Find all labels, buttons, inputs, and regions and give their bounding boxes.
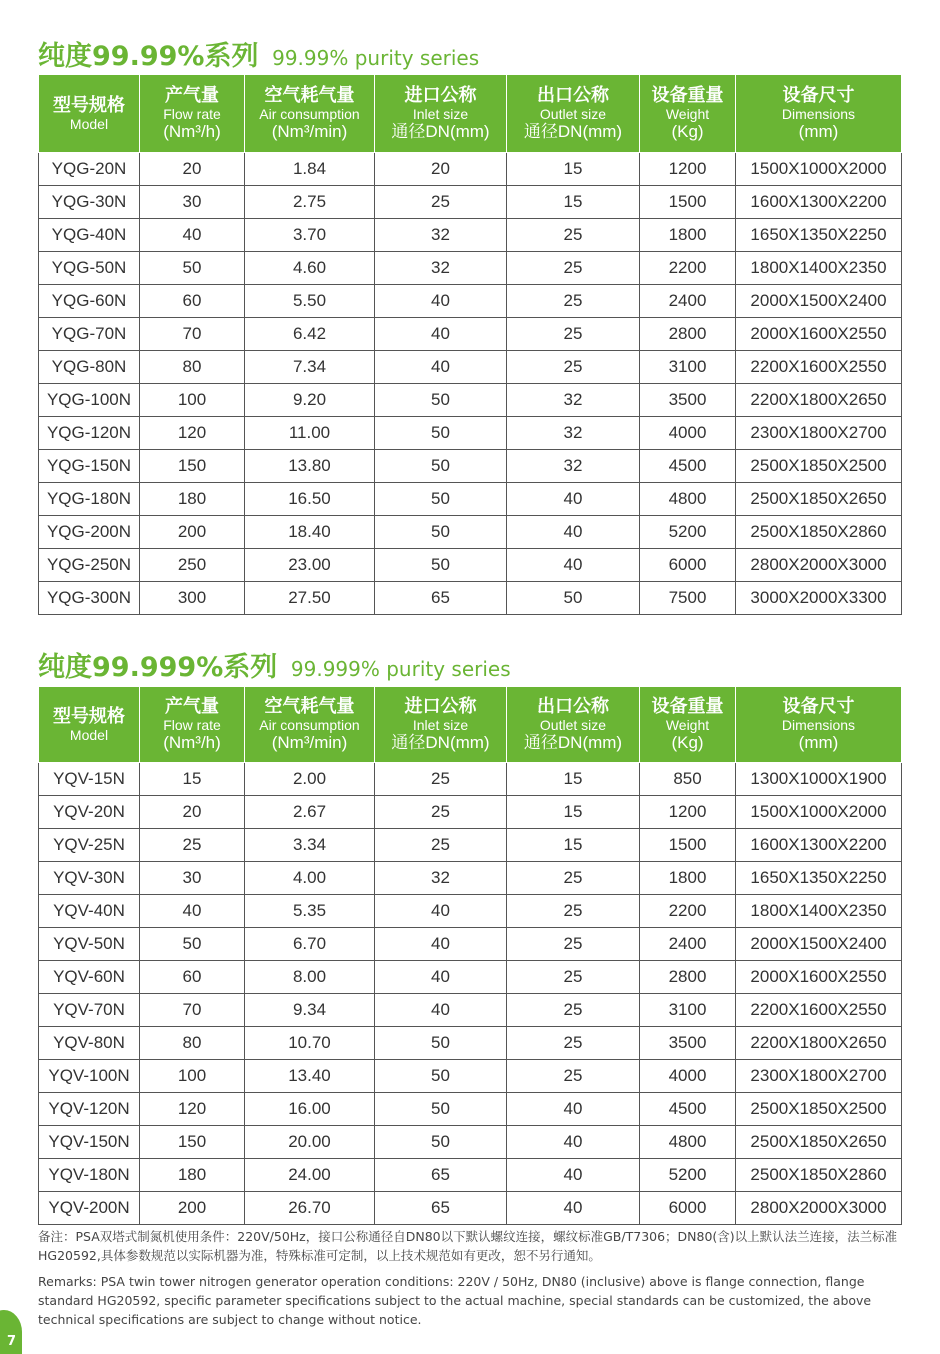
table-row: [39, 483, 902, 516]
table-cell: 180: [140, 1159, 245, 1192]
column-header: [39, 687, 140, 763]
column-header-en: Air consumption: [259, 106, 360, 123]
table-cell: 25: [507, 285, 640, 318]
table-cell: 30: [140, 186, 245, 219]
table-cell: 50: [375, 1027, 507, 1060]
table-cell: 15: [507, 153, 640, 186]
table-cell: YQG-200N: [39, 516, 140, 549]
table-body: [39, 153, 902, 615]
column-header-unit: (Kg): [671, 122, 704, 142]
table-cell: 15: [507, 186, 640, 219]
table-cell: 40: [375, 285, 507, 318]
remarks-en: Remarks: PSA twin tower nitrogen generator operation conditions: 220V / 50Hz, DN80 (inclusive) above is flange connection, flange standard HG20592, specific parameter specifications subject to the actual machine, special standards can be customized, the above technical specifications are subject to change without notice.: [38, 1274, 872, 1327]
column-header-en: Dimensions: [781, 106, 856, 123]
column-header-en: Model: [69, 726, 109, 743]
column-header-cn: 型号规格: [53, 95, 125, 116]
table-cell: 120: [140, 417, 245, 450]
table-cell: 50: [375, 450, 507, 483]
table-cell: 25: [507, 318, 640, 351]
table-cell: 60: [140, 961, 245, 994]
table-cell: 1650X1350X2250: [736, 862, 902, 895]
table-cell: YQV-25N: [39, 829, 140, 862]
table-cell: YQG-40N: [39, 219, 140, 252]
table-cell: 7500: [640, 582, 736, 615]
table-cell: 15: [507, 829, 640, 862]
table-cell: 40: [375, 928, 507, 961]
table-cell: 150: [140, 450, 245, 483]
table-cell: YQG-20N: [39, 153, 140, 186]
table-cell: 32: [507, 384, 640, 417]
table-cell: 16.00: [245, 1093, 375, 1126]
table-cell: 2500X1850X2860: [736, 1159, 902, 1192]
column-header-en: Inlet size: [412, 106, 469, 123]
table-cell: 2000X1600X2550: [736, 318, 902, 351]
table-row: [39, 252, 902, 285]
table-cell: 3500: [640, 384, 736, 417]
table-cell: YQG-120N: [39, 417, 140, 450]
table-cell: YQG-300N: [39, 582, 140, 615]
section-title-en: 99.99% purity series: [272, 46, 480, 70]
column-header-cn: 空气耗气量: [264, 85, 355, 106]
table-cell: 150: [140, 1126, 245, 1159]
table-header-row: [39, 75, 902, 153]
table-cell: 20: [140, 796, 245, 829]
table-cell: 300: [140, 582, 245, 615]
table-cell: 4500: [640, 1093, 736, 1126]
table-cell: 27.50: [245, 582, 375, 615]
table-cell: 6000: [640, 549, 736, 582]
table-cell: YQV-50N: [39, 928, 140, 961]
table-cell: YQG-30N: [39, 186, 140, 219]
table-cell: YQG-150N: [39, 450, 140, 483]
column-header-cn: 型号规格: [53, 706, 125, 727]
table-cell: 6.42: [245, 318, 375, 351]
table-cell: 20: [375, 153, 507, 186]
table-cell: 11.00: [245, 417, 375, 450]
column-header-cn: 设备尺寸: [782, 696, 855, 717]
table-row: [39, 318, 902, 351]
table-cell: 2200: [640, 252, 736, 285]
table-cell: 5200: [640, 1159, 736, 1192]
table-cell: 2500X1850X2500: [736, 450, 902, 483]
table-cell: 9.20: [245, 384, 375, 417]
column-header: [140, 687, 245, 763]
table-cell: 3100: [640, 351, 736, 384]
table-cell: 4800: [640, 483, 736, 516]
column-header-unit: 通径DN(mm): [523, 733, 623, 753]
table-cell: YQV-150N: [39, 1126, 140, 1159]
column-header-cn: 出口公称: [537, 85, 609, 106]
table-cell: 4000: [640, 1060, 736, 1093]
table-cell: 5.50: [245, 285, 375, 318]
column-header-cn: 空气耗气量: [264, 696, 355, 717]
table-cell: 2000X1500X2400: [736, 928, 902, 961]
table-cell: 50: [375, 1093, 507, 1126]
table-cell: 1800: [640, 862, 736, 895]
table-cell: 40: [507, 1093, 640, 1126]
table-cell: 2400: [640, 285, 736, 318]
column-header-en: Dimensions: [781, 717, 856, 734]
table-cell: 80: [140, 1027, 245, 1060]
table-cell: 4000: [640, 417, 736, 450]
column-header-unit: (Nm³/h): [163, 733, 221, 753]
table-cell: 2300X1800X2700: [736, 417, 902, 450]
table-cell: YQV-200N: [39, 1192, 140, 1225]
table-cell: 4800: [640, 1126, 736, 1159]
table-cell: 1500: [640, 186, 736, 219]
table-cell: 3500: [640, 1027, 736, 1060]
column-header-cn: 出口公称: [537, 696, 609, 717]
table-cell: 1800X1400X2350: [736, 895, 902, 928]
table-cell: 3100: [640, 994, 736, 1027]
table-row: [39, 1192, 902, 1225]
table-cell: 9.34: [245, 994, 375, 1027]
table-row: [39, 796, 902, 829]
table-cell: 8.00: [245, 961, 375, 994]
table-cell: 40: [375, 961, 507, 994]
table-cell: 40: [507, 549, 640, 582]
column-header: [736, 687, 902, 763]
table-cell: 16.50: [245, 483, 375, 516]
table-row: [39, 928, 902, 961]
table-body: [39, 763, 902, 1225]
table-cell: 25: [375, 796, 507, 829]
column-header-unit: (Nm³/h): [163, 122, 221, 142]
table-cell: 32: [375, 219, 507, 252]
column-header: [245, 75, 375, 153]
table-header-row: [39, 687, 902, 763]
table-cell: 32: [507, 417, 640, 450]
table-row: [39, 1060, 902, 1093]
table-cell: 1500: [640, 829, 736, 862]
column-header: [640, 687, 736, 763]
table-cell: YQV-40N: [39, 895, 140, 928]
table-cell: 25: [507, 862, 640, 895]
table-cell: 6.70: [245, 928, 375, 961]
table-cell: 200: [140, 1192, 245, 1225]
table-cell: 40: [507, 1192, 640, 1225]
column-header: [640, 75, 736, 153]
table-cell: 20: [140, 153, 245, 186]
table-row: [39, 417, 902, 450]
table-cell: 25: [375, 829, 507, 862]
column-header-unit: (mm): [798, 733, 839, 753]
table-cell: 40: [507, 1159, 640, 1192]
table-cell: 32: [375, 862, 507, 895]
remarks-cn: 备注：PSA双塔式制氮机使用条件：220V/50Hz，接口公称通径自DN80以下默认螺纹连接，螺纹标准GB/T7306；DN80(含)以上默认法兰连接，法兰标准HG20592,具体参数规范以实际机器为准，特殊标准可定制，以上技术规范如有更改，恕不另行通知。: [38, 1229, 898, 1263]
table-cell: 40: [140, 219, 245, 252]
table-cell: 40: [507, 516, 640, 549]
table-cell: 25: [140, 829, 245, 862]
table-cell: 850: [640, 763, 736, 796]
table-cell: 180: [140, 483, 245, 516]
table-cell: YQV-15N: [39, 763, 140, 796]
table-cell: 6000: [640, 1192, 736, 1225]
table-cell: 40: [507, 1126, 640, 1159]
table-cell: 120: [140, 1093, 245, 1126]
table-cell: 1600X1300X2200: [736, 186, 902, 219]
table-cell: 40: [375, 351, 507, 384]
table-cell: YQG-250N: [39, 549, 140, 582]
table-cell: 32: [375, 252, 507, 285]
table-cell: 1800X1400X2350: [736, 252, 902, 285]
table-cell: 13.80: [245, 450, 375, 483]
column-header-unit: (Nm³/min): [271, 733, 348, 753]
table-cell: 65: [375, 1192, 507, 1225]
table-cell: 15: [507, 763, 640, 796]
section-title-en: 99.999% purity series: [290, 657, 511, 681]
table-cell: 1200: [640, 796, 736, 829]
column-header: [375, 75, 507, 153]
table-cell: 1600X1300X2200: [736, 829, 902, 862]
table-cell: YQG-50N: [39, 252, 140, 285]
table-cell: 1500X1000X2000: [736, 153, 902, 186]
table-cell: 13.40: [245, 1060, 375, 1093]
table-cell: 50: [507, 582, 640, 615]
column-header-en: Air consumption: [259, 717, 360, 734]
table-cell: 2800X2000X3000: [736, 1192, 902, 1225]
table-cell: 50: [375, 549, 507, 582]
table-row: [39, 450, 902, 483]
table-cell: 20.00: [245, 1126, 375, 1159]
column-header-cn: 进口公称: [404, 696, 477, 717]
table-cell: 2500X1850X2500: [736, 1093, 902, 1126]
table-cell: 25: [375, 763, 507, 796]
table-row: [39, 1027, 902, 1060]
table-cell: 50: [375, 1060, 507, 1093]
table-cell: 18.40: [245, 516, 375, 549]
table-cell: 5200: [640, 516, 736, 549]
table-cell: 25: [507, 961, 640, 994]
table-cell: 2200X1600X2550: [736, 351, 902, 384]
table-cell: 2500X1850X2650: [736, 1126, 902, 1159]
table-cell: 15: [140, 763, 245, 796]
column-header-unit: (Nm³/min): [271, 122, 348, 142]
column-header-unit: (Kg): [671, 733, 704, 753]
section-title-9999: [38, 34, 479, 73]
table-cell: 2200: [640, 895, 736, 928]
table-cell: 2000X1600X2550: [736, 961, 902, 994]
table-cell: 25: [507, 1027, 640, 1060]
table-cell: 2800: [640, 961, 736, 994]
table-cell: 2800: [640, 318, 736, 351]
column-header-en: Model: [69, 115, 109, 132]
column-header-en: Flow rate: [163, 106, 221, 123]
table-row: [39, 351, 902, 384]
table-cell: 3.34: [245, 829, 375, 862]
column-header-en: Outlet size: [539, 106, 607, 123]
table-row: [39, 1126, 902, 1159]
table-cell: 40: [375, 994, 507, 1027]
table-cell: 60: [140, 285, 245, 318]
table-cell: YQG-180N: [39, 483, 140, 516]
table-cell: 40: [375, 318, 507, 351]
table-row: [39, 516, 902, 549]
column-header: [39, 75, 140, 153]
table-cell: 1.84: [245, 153, 375, 186]
table-cell: YQG-80N: [39, 351, 140, 384]
table-cell: 50: [375, 516, 507, 549]
table-cell: 100: [140, 384, 245, 417]
column-header-en: Flow rate: [163, 717, 221, 734]
table-row: [39, 1159, 902, 1192]
table-cell: 30: [140, 862, 245, 895]
table-row: [39, 153, 902, 186]
table-cell: YQV-20N: [39, 796, 140, 829]
table-cell: 2200X1600X2550: [736, 994, 902, 1027]
table-row: [39, 186, 902, 219]
table-cell: 25: [375, 186, 507, 219]
column-header-en: Outlet size: [539, 717, 607, 734]
column-header-en: Weight: [665, 717, 710, 734]
spec-table-99999: [38, 686, 902, 1225]
table-cell: 1500X1000X2000: [736, 796, 902, 829]
table-cell: 25: [507, 1060, 640, 1093]
table-cell: 1650X1350X2250: [736, 219, 902, 252]
column-header-en: Inlet size: [412, 717, 469, 734]
table-cell: 2.67: [245, 796, 375, 829]
column-header-cn: 产气量: [165, 696, 219, 717]
table-cell: 25: [507, 994, 640, 1027]
table-cell: 50: [375, 417, 507, 450]
table-row: [39, 1093, 902, 1126]
table-cell: 10.70: [245, 1027, 375, 1060]
table-row: [39, 994, 902, 1027]
table-cell: YQV-120N: [39, 1093, 140, 1126]
table-cell: 25: [507, 219, 640, 252]
table-row: [39, 895, 902, 928]
spec-table-9999: [38, 74, 902, 615]
column-header: [736, 75, 902, 153]
table-row: [39, 219, 902, 252]
table-cell: 1800: [640, 219, 736, 252]
table-cell: YQV-80N: [39, 1027, 140, 1060]
table-cell: 65: [375, 1159, 507, 1192]
table-cell: YQV-100N: [39, 1060, 140, 1093]
table-cell: 32: [507, 450, 640, 483]
column-header: [245, 687, 375, 763]
table-cell: 200: [140, 516, 245, 549]
table-row: [39, 763, 902, 796]
table-cell: 1300X1000X1900: [736, 763, 902, 796]
table-cell: 25: [507, 351, 640, 384]
table-cell: 25: [507, 252, 640, 285]
table-cell: 25: [507, 928, 640, 961]
column-header-en: Weight: [665, 106, 710, 123]
table-row: [39, 961, 902, 994]
table-cell: 40: [140, 895, 245, 928]
table-cell: 4500: [640, 450, 736, 483]
table-cell: 2400: [640, 928, 736, 961]
table-cell: YQV-70N: [39, 994, 140, 1027]
table-row: [39, 862, 902, 895]
table-row: [39, 285, 902, 318]
table-cell: 250: [140, 549, 245, 582]
table-cell: 80: [140, 351, 245, 384]
column-header-unit: (mm): [798, 122, 839, 142]
table-cell: 2.00: [245, 763, 375, 796]
table-cell: 4.60: [245, 252, 375, 285]
table-cell: 50: [140, 928, 245, 961]
table-cell: YQG-70N: [39, 318, 140, 351]
table-cell: 100: [140, 1060, 245, 1093]
table-cell: 25: [507, 895, 640, 928]
column-header-cn: 产气量: [165, 85, 219, 106]
column-header: [375, 687, 507, 763]
table-cell: 65: [375, 582, 507, 615]
column-header-unit: 通径DN(mm): [523, 122, 623, 142]
column-header: [507, 687, 640, 763]
table-cell: 3.70: [245, 219, 375, 252]
table-cell: 70: [140, 318, 245, 351]
page-number-badge: 7: [0, 1310, 22, 1354]
table-row: [39, 829, 902, 862]
table-cell: 2500X1850X2860: [736, 516, 902, 549]
table-cell: 23.00: [245, 549, 375, 582]
column-header-unit: 通径DN(mm): [391, 122, 490, 142]
table-cell: 7.34: [245, 351, 375, 384]
section-title-99999: [38, 645, 511, 684]
column-header: [507, 75, 640, 153]
table-cell: 15: [507, 796, 640, 829]
table-cell: 2200X1800X2650: [736, 1027, 902, 1060]
table-cell: 2200X1800X2650: [736, 384, 902, 417]
table-row: [39, 582, 902, 615]
table-cell: 2300X1800X2700: [736, 1060, 902, 1093]
table-cell: 26.70: [245, 1192, 375, 1225]
table-cell: 5.35: [245, 895, 375, 928]
table-cell: 70: [140, 994, 245, 1027]
table-cell: 4.00: [245, 862, 375, 895]
table-cell: YQV-60N: [39, 961, 140, 994]
table-cell: YQV-30N: [39, 862, 140, 895]
column-header-cn: 进口公称: [404, 85, 477, 106]
table-cell: 3000X2000X3300: [736, 582, 902, 615]
table-cell: 2.75: [245, 186, 375, 219]
table-cell: 24.00: [245, 1159, 375, 1192]
table-cell: 50: [375, 1126, 507, 1159]
table-cell: 40: [507, 483, 640, 516]
table-cell: 50: [375, 483, 507, 516]
table-cell: 40: [375, 895, 507, 928]
table-cell: YQV-180N: [39, 1159, 140, 1192]
column-header: [140, 75, 245, 153]
table-cell: 50: [140, 252, 245, 285]
table-cell: 2500X1850X2650: [736, 483, 902, 516]
column-header-cn: 设备重量: [651, 85, 724, 106]
column-header-cn: 设备尺寸: [782, 85, 855, 106]
table-row: [39, 384, 902, 417]
table-row: [39, 549, 902, 582]
section-title-cn: 纯度99.999%系列: [38, 652, 278, 683]
table-cell: 50: [375, 384, 507, 417]
column-header-cn: 设备重量: [651, 696, 724, 717]
table-cell: 1200: [640, 153, 736, 186]
section-title-cn: 纯度99.99%系列: [38, 41, 259, 72]
table-cell: YQG-60N: [39, 285, 140, 318]
table-cell: 2800X2000X3000: [736, 549, 902, 582]
table-cell: 2000X1500X2400: [736, 285, 902, 318]
table-cell: YQG-100N: [39, 384, 140, 417]
column-header-unit: 通径DN(mm): [391, 733, 490, 753]
